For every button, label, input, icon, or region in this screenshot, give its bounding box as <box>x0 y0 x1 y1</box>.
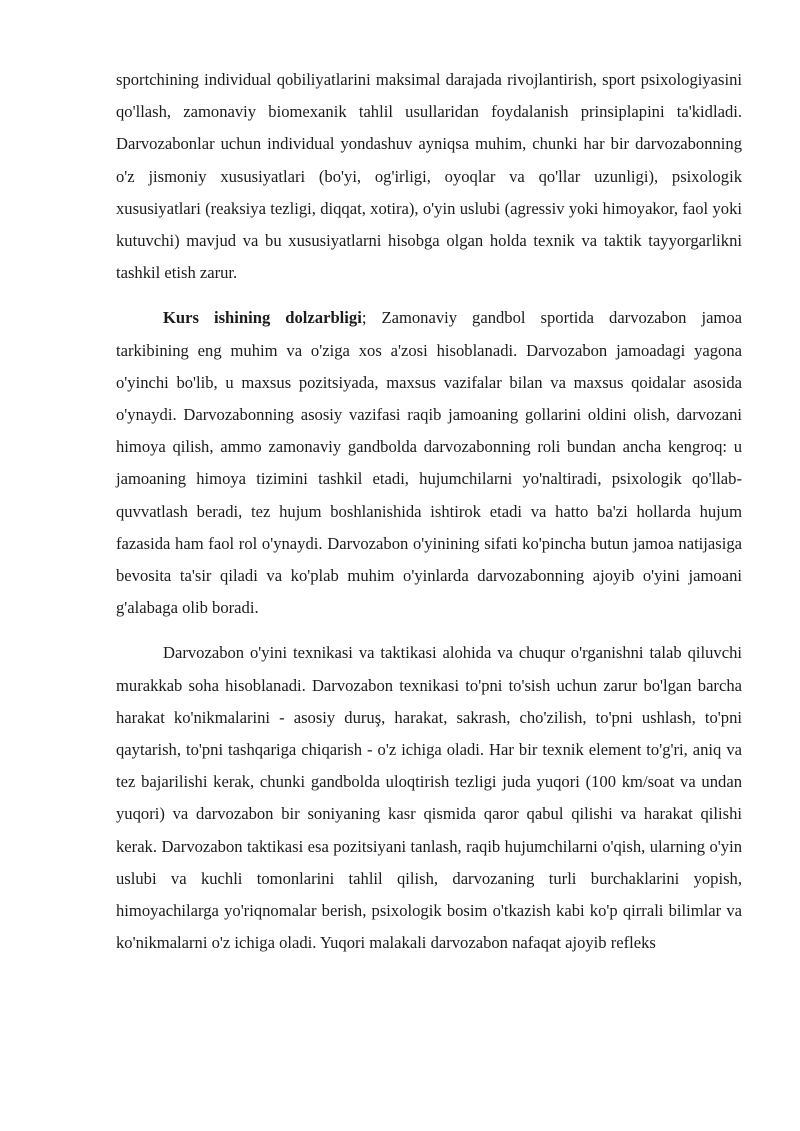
paragraph-technique <box>116 637 742 959</box>
paragraph-relevance <box>116 302 742 624</box>
paragraph-text: Darvozabon o'yini texnikasi va taktikasi alohida va chuqur o'rganishni talab qiluvchi murakkab soha hisoblanadi. Darvozabon texnikasi to'pni to'sish uchun zarur bo'lgan barcha harakat ko'nikmalarini - asosiy duruş, harakat, sakrash, cho'zilish, to'pni ushlash, to'pni qaytarish, to'pni tashqariga chiqarish - o'z ichiga oladi. Har bir texnik element to'g'ri, aniq va tez bajarilishi kerak, chunki gandbolda uloqtirish tezligi juda yuqori (100 km/soat va undan yuqori) va darvozabon bir soniyaning kasr qismida qaror qabul qilishi va harakat qilishi kerak. Darvozabon taktikasi esa pozitsiyani tanlash, raqib hujumchilarni o'qish, ularning o'yin uslubi va kuchli tomonlarini tahlil qilish, darvozaning turli burchaklarini yopish, himoyachilarga yo'riqnomalar berish, psixologik bosim o'tkazish kabi ko'p qirrali bilimlar va ko'nikmalarni o'z ichiga oladi. Yuqori malakali darvozabon nafaqat ajoyib refleks <box>116 643 742 953</box>
paragraph-continuation <box>116 64 742 289</box>
paragraph-heading: Kurs ishining dolzarbligi <box>163 308 362 328</box>
paragraph-text: sportchining individual qobiliyatlarini maksimal darajada rivojlantirish, sport psixologiyasini qo'llash, zamonaviy biomexanik tahlil usullaridan foydalanish prinsiplapini ta'kidladi. Darvozabonlar uchun individual yondashuv ayniqsa muhim, chunki har bir darvozabonning o'z jismoniy xususiyatlari (bo'yi, og'irligi, oyoqlar va qo'llar uzunligi), psixologik xususiyatlari (reaksiya tezligi, diqqat, xotira), o'yin uslubi (agressiv yoki himoyakor, faol yoki kutuvchi) mavjud va bu xususiyatlarni hisobga olgan holda texnik va taktik tayyorgarlikni tashkil etish zarur. <box>116 70 742 283</box>
paragraph-text: ; Zamonaviy gandbol sportida darvozabon jamoa tarkibining eng muhim va o'ziga xos a'zosi hisoblanadi. Darvozabon jamoadagi yagona o'yinchi bo'lib, u maxsus pozitsiyada, maxsus vazifalar bilan va maxsus qoidalar asosida o'ynaydi. Darvozabonning asosiy vazifasi raqib jamoaning gollarini oldini olish, darvozani himoya qilish, ammo zamonaviy gandbolda darvozabonning roli bundan ancha kengroq: u jamoaning himoya tizimini tashkil etadi, hujumchilarni yo'naltiradi, psixologik qo'llab-quvvatlash beradi, tez hujum boshlanishida ishtirok etadi va hatto ba'zi hollarda hujum fazasida ham faol rol o'ynaydi. Darvozabon o'yinining sifati ko'pincha butun jamoa natijasiga bevosita ta'sir qiladi va ko'plab muhim o'yinlarda darvozabonning ajoyib o'yini jamoani g'alabaga olib boradi. <box>116 308 742 618</box>
document-page <box>116 64 742 959</box>
